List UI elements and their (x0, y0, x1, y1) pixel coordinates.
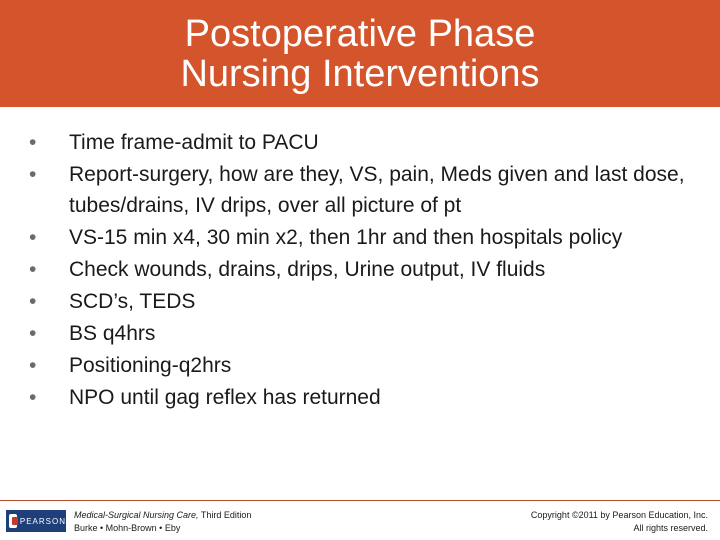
footer-book-line (74, 509, 251, 522)
bullet-item (24, 286, 704, 317)
bullet-text: NPO until gag reflex has returned (69, 386, 381, 409)
bullet-text: Check wounds, drains, drips, Urine output, IV fluids (69, 258, 546, 281)
bullet-item (24, 222, 704, 253)
bullet-dot: • (29, 354, 37, 377)
bullet-text: Time frame-admit to PACU (69, 131, 319, 154)
bullet-item (24, 350, 704, 381)
bullet-text: BS q4hrs (69, 322, 156, 345)
slide-title-line-2: Nursing Interventions (180, 52, 540, 95)
slide-title-line-1: Postoperative Phase (184, 12, 536, 55)
bullet-dot: • (29, 290, 37, 313)
title-bar (0, 0, 720, 107)
copyright-text: Copyright ©2011 by Pearson Education, Inc. (530, 510, 708, 520)
bullet-item (24, 382, 704, 413)
bullet-dot: • (29, 258, 37, 281)
bullet-dot: • (29, 131, 37, 154)
bullet-item (24, 127, 704, 158)
pearson-badge-icon (9, 514, 17, 528)
bullet-text: VS-15 min x4, 30 min x2, then 1hr and then hospitals policy (69, 226, 623, 249)
rights-text: All rights reserved. (633, 523, 708, 533)
bullet-item (24, 159, 704, 221)
footer-book-info (74, 509, 251, 535)
book-edition: Third Edition (198, 510, 252, 520)
bullet-list (24, 127, 704, 414)
footer-authors: Burke • Mohn-Brown • Eby (74, 523, 181, 533)
bullet-dot: • (29, 386, 37, 409)
book-title: Medical-Surgical Nursing Care, (74, 510, 199, 520)
bullet-item (24, 254, 704, 285)
footer-divider (0, 500, 720, 501)
bullet-text: Positioning-q2hrs (69, 354, 232, 377)
footer-copyright (531, 509, 708, 535)
pearson-logo (6, 510, 66, 532)
bullet-text: Report-surgery, how are they, VS, pain, Meds given and last dose, tubes/drains, IV drips, over all picture of pt (69, 163, 685, 217)
logo-text: PEARSON (19, 516, 66, 526)
bullet-text: SCD’s, TEDS (69, 290, 196, 313)
bullet-dot: • (29, 322, 37, 345)
bullet-dot: • (29, 226, 37, 249)
bullet-dot: • (29, 163, 37, 186)
bullet-item (24, 318, 704, 349)
